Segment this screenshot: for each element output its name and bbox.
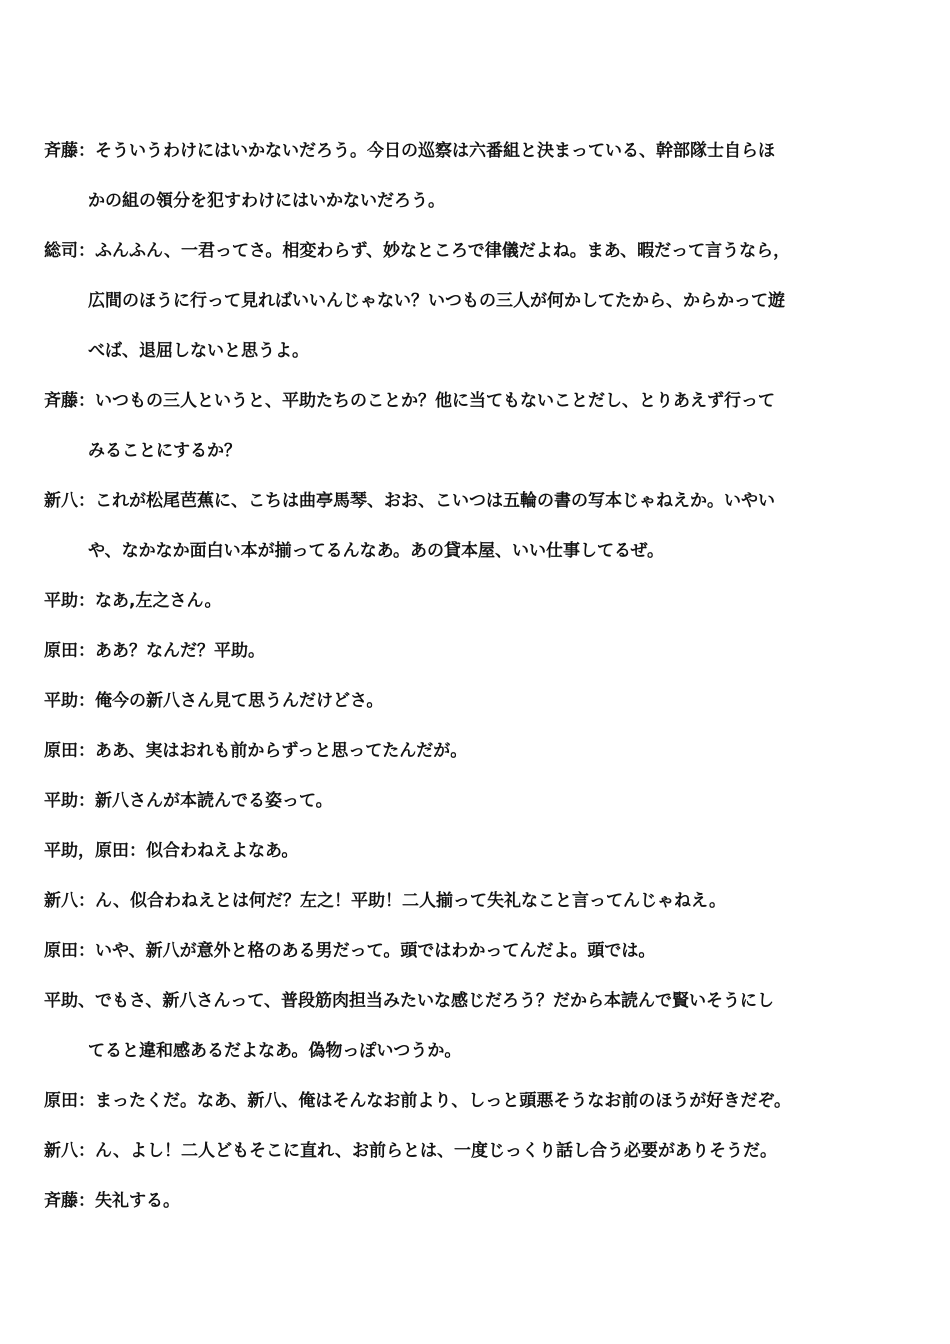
dialogue-line-continuation: みることにするか？ <box>88 441 241 461</box>
dialogue-line-continuation: 広間のほうに行って見ればいいんじゃない？いつもの三人が何かしてたから、からかって遊 <box>88 291 785 311</box>
dialogue-line: 新八：ん、よし！二人どもそこに直れ、お前らとは、一度じっくり話し合う必要がありそうだ。 <box>44 1141 778 1161</box>
dialogue-line: 斉藤：そういうわけにはいかないだろう。今日の巡察は六番組と決まっている、幹部隊士自らほ <box>44 141 775 161</box>
dialogue-line: 斉藤：失礼する。 <box>44 1191 180 1211</box>
dialogue-line: 新八：ん、似合わねえとは何だ？左之！平助！二人揃って失礼なこと言ってんじゃねえ。 <box>44 891 727 911</box>
dialogue-line-continuation: てると違和感あるだよなあ。偽物っぽいつうか。 <box>88 1041 462 1061</box>
dialogue-line-continuation: や、なかなか面白い本が揃ってるんなあ。あの貸本屋、いい仕事してるぜ。 <box>88 541 664 561</box>
dialogue-line: 平助、でもさ、新八さんって、普段筋肉担当みたいな感じだろう？だから本読んで賢いそうにし <box>44 991 774 1011</box>
dialogue-line: 総司：ふんふん、一君ってさ。相変わらず、妙なところで律儀だよね。まあ、暇だって言うなら， <box>44 241 791 261</box>
script-page <box>44 129 900 1229</box>
dialogue-line: 平助，原田：似合わねえよなあ。 <box>44 841 299 861</box>
dialogue-line: 原田：ああ？なんだ？平助。 <box>44 641 265 661</box>
dialogue-line-continuation: べば、退屈しないと思うよ。 <box>88 341 309 361</box>
dialogue-line: 平助：新八さんが本読んでる姿って。 <box>44 791 333 811</box>
dialogue-line: 斉藤：いつもの三人というと、平助たちのことか？他に当てもないことだし、とりあえず行って <box>44 391 775 411</box>
dialogue-line: 原田：いや、新八が意外と格のある男だって。頭ではわかってんだよ。頭では。 <box>44 941 656 961</box>
dialogue-line: 原田：まったくだ。なあ、新八、俺はそんなお前より、しっと頭悪そうなお前のほうが好きだぞ。 <box>44 1091 791 1111</box>
dialogue-line: 平助：俺今の新八さん見て思うんだけどさ。 <box>44 691 384 711</box>
dialogue-line: 平助：なあ,左之さん。 <box>44 591 222 611</box>
dialogue-line: 新八：これが松尾芭蕉に、こちは曲亭馬琴、おお、こいつは五輪の書の写本じゃねえか。いやい <box>44 491 775 511</box>
dialogue-line-continuation: かの組の領分を犯すわけにはいかないだろう。 <box>88 191 445 211</box>
dialogue-line: 原田：ああ、実はおれも前からずっと思ってたんだが。 <box>44 741 468 761</box>
